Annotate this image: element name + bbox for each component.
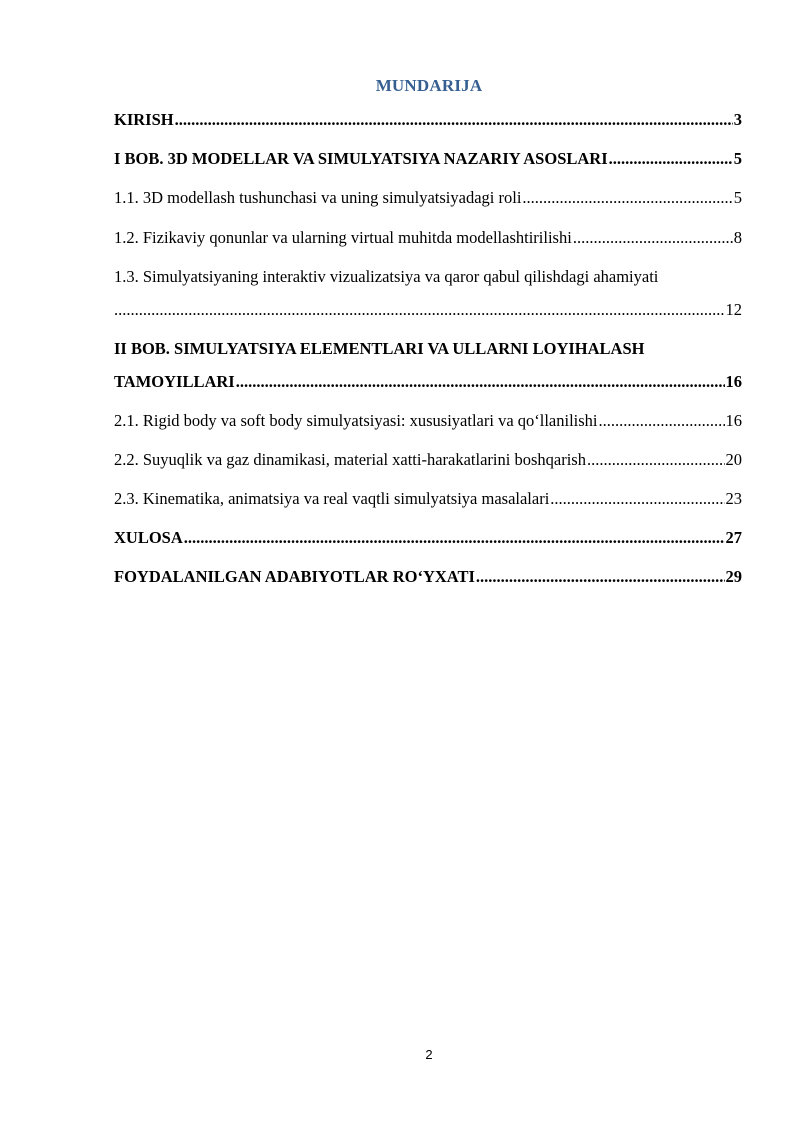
toc-leader-dots (587, 450, 725, 470)
toc-entry-chapter-2-line1[interactable]: II BOB. SIMULYATSIYA ELEMENTLARI VA ULLARNI LOYIHALASH (114, 339, 645, 358)
toc-entry-1-3[interactable] (114, 300, 742, 320)
toc-entry-label: I BOB. 3D MODELLAR VA SIMULYATSIYA NAZARIY ASOSLARI (114, 149, 608, 168)
toc-leader-dots (599, 411, 725, 431)
toc-leader-dots (609, 149, 733, 169)
toc-entry-label: 1.1. 3D modellash tushunchasi va uning simulyatsiyadagi roli (114, 188, 522, 207)
toc-entry-page: 23 (725, 489, 742, 508)
toc-entry-chapter-2[interactable] (114, 372, 742, 392)
toc-entry-label: 2.3. Kinematika, animatsiya va real vaqtli simulyatsiya masalalari (114, 489, 550, 508)
toc-entry-page: 12 (725, 300, 742, 319)
toc-entry-label: 1.2. Fizikaviy qonunlar va ularning virtual muhitda modellashtirilishi (114, 228, 572, 247)
toc-leader-dots (184, 528, 725, 548)
toc-entry-page: 16 (725, 372, 742, 391)
toc-entry-2-1[interactable] (114, 411, 742, 431)
toc-entry-page: 5 (733, 188, 742, 207)
toc-leader-dots (114, 300, 725, 320)
toc-leader-dots (175, 110, 733, 130)
toc-entry-label: TAMOYILLARI (114, 372, 235, 391)
toc-entry-2-2[interactable] (114, 450, 742, 470)
toc-entry-label: KIRISH (114, 110, 174, 129)
toc-title: MUNDARIJA (375, 76, 483, 95)
toc-entry-page: 27 (725, 528, 742, 547)
toc-entry-label: 2.1. Rigid body va soft body simulyatsiyasi: xususiyatlari va qo‘llanilishi (114, 411, 598, 430)
toc-entry-1-1[interactable] (114, 188, 742, 208)
page-number: 2 (425, 1047, 433, 1062)
toc-entry-xulosa[interactable] (114, 528, 742, 548)
toc-entry-page: 3 (733, 110, 742, 129)
toc-entry-page: 8 (733, 228, 742, 247)
toc-leader-dots (522, 188, 732, 208)
toc-leader-dots (236, 372, 725, 392)
toc-leader-dots (476, 567, 725, 587)
toc-entry-2-3[interactable] (114, 489, 742, 509)
toc-entry-page: 29 (725, 567, 742, 586)
toc-entry-page: 20 (725, 450, 742, 469)
toc-entry-label: 2.2. Suyuqlik va gaz dinamikasi, material xatti-harakatlarini boshqarish (114, 450, 586, 469)
toc-leader-dots (573, 228, 733, 248)
toc-entry-label: FOYDALANILGAN ADABIYOTLAR RO‘YXATI (114, 567, 475, 586)
toc-entry-chapter-1[interactable] (114, 149, 742, 169)
toc-entry-references[interactable] (114, 567, 742, 587)
toc-entry-page: 5 (733, 149, 742, 168)
toc-leader-dots (550, 489, 724, 509)
toc-entry-1-2[interactable] (114, 228, 742, 248)
toc-entry-page: 16 (725, 411, 742, 430)
toc-entry-kirish[interactable] (114, 110, 742, 130)
toc-entry-1-3-line1[interactable]: 1.3. Simulyatsiyaning interaktiv vizualizatsiya va qaror qabul qilishdagi ahamiyati (114, 267, 659, 286)
toc-entry-label: XULOSA (114, 528, 183, 547)
